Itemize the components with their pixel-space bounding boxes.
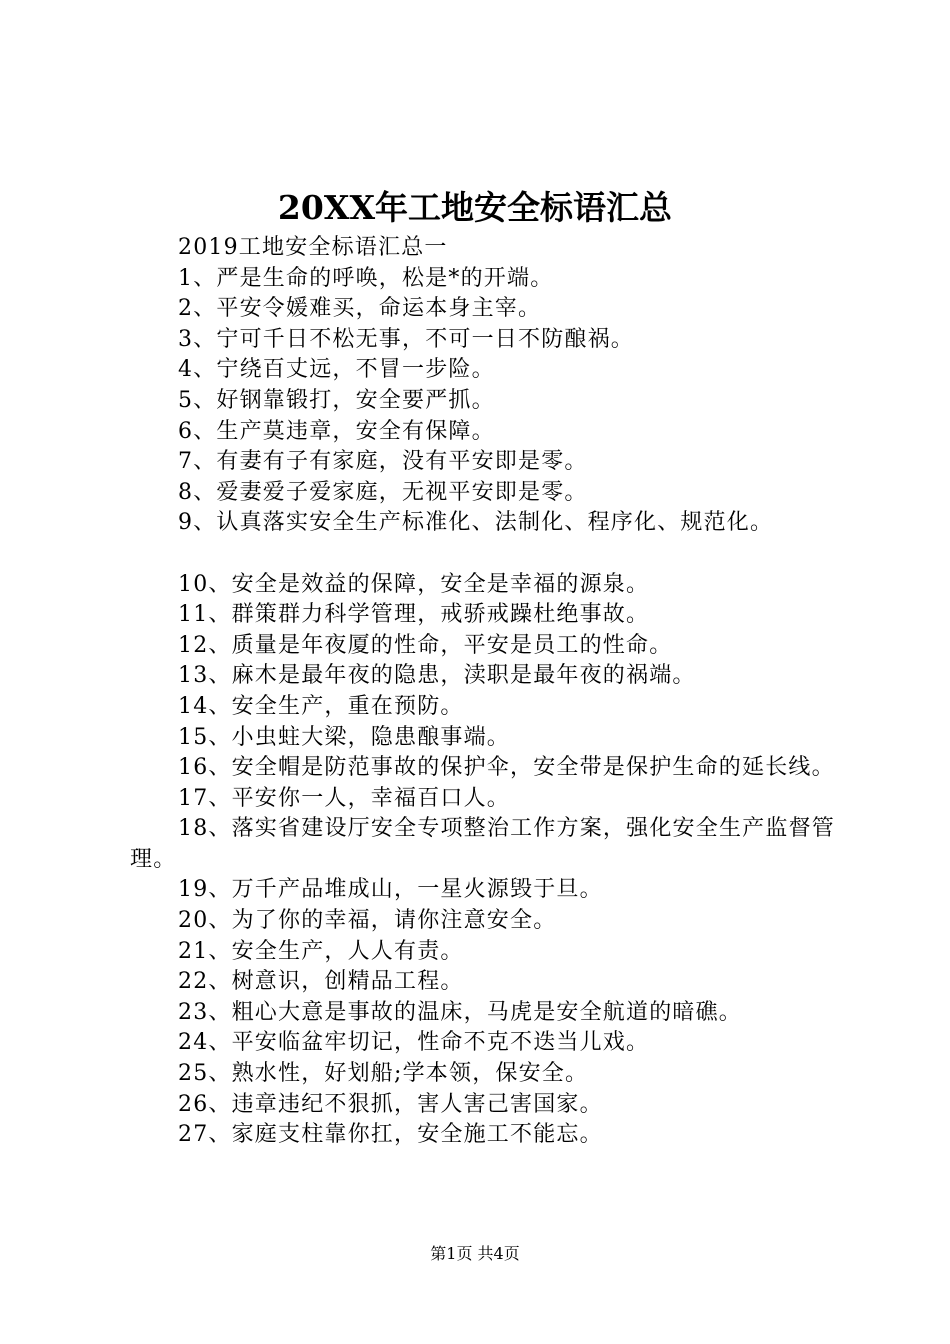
slogan-item: 12、质量是年夜厦的性命，平安是员工的性命。 xyxy=(178,632,673,658)
slogan-list-part2 xyxy=(130,570,835,1151)
slogan-item: 1、严是生命的呼唤，松是*的开端。 xyxy=(178,265,554,291)
slogan-item: 17、平安你一人，幸福百口人。 xyxy=(178,785,510,811)
slogan-item: 13、麻木是最年夜的隐患，渎职是最年夜的祸端。 xyxy=(178,663,696,689)
slogan-item: 7、有妻有子有家庭，没有平安即是零。 xyxy=(178,449,588,475)
slogan-item: 26、违章违纪不狠抓，害人害己害国家。 xyxy=(178,1091,603,1117)
slogan-item: 27、家庭支柱靠你扛，安全施工不能忘。 xyxy=(178,1122,603,1148)
document-body xyxy=(130,233,835,1151)
slogan-item: 16、安全帽是防范事故的保护伞，安全带是保护生命的延长线。 xyxy=(178,755,835,781)
slogan-list-part1 xyxy=(130,264,835,539)
slogan-item: 11、群策群力科学管理，戒骄戒躁杜绝事故。 xyxy=(178,602,650,628)
slogan-item: 20、为了你的幸福，请你注意安全。 xyxy=(178,908,557,934)
slogan-item: 21、安全生产，人人有责。 xyxy=(178,938,464,964)
paragraph-gap xyxy=(130,539,835,570)
slogan-item: 8、爱妻爱子爱家庭，无视平安即是零。 xyxy=(178,479,588,505)
slogan-item: 23、粗心大意是事故的温床，马虎是安全航道的暗礁。 xyxy=(178,999,742,1025)
slogan-item: 10、安全是效益的保障，安全是幸福的源泉。 xyxy=(178,571,650,597)
section-heading: 2019工地安全标语汇总一 xyxy=(178,235,448,260)
slogan-item: 6、生产莫违章，安全有保障。 xyxy=(178,418,495,444)
slogan-item: 19、万千产品堆成山，一星火源毁于旦。 xyxy=(178,877,603,903)
slogan-item: 24、平安临盆牢切记，性命不克不迭当儿戏。 xyxy=(178,1030,650,1056)
slogan-item: 18、落实省建设厅安全专项整治工作方案，强化安全生产监督管理。 xyxy=(130,816,835,872)
slogan-item: 9、认真落实安全生产标准化、法制化、程序化、规范化。 xyxy=(178,510,774,536)
slogan-item: 15、小虫蛀大梁，隐患酿事端。 xyxy=(178,724,510,750)
slogan-item: 22、树意识，创精品工程。 xyxy=(178,969,464,995)
slogan-item: 5、好钢靠锻打，安全要严抓。 xyxy=(178,387,495,413)
slogan-item: 4、宁绕百丈远，不冒一步险。 xyxy=(178,357,495,383)
slogan-item: 14、安全生产，重在预防。 xyxy=(178,693,464,719)
slogan-item: 25、熟水性，好划船;学本领，保安全。 xyxy=(178,1061,589,1087)
document-title: 20XX年工地安全标语汇总 xyxy=(277,188,673,227)
slogan-item: 3、宁可千日不松无事，不可一日不防酿祸。 xyxy=(178,326,634,352)
slogan-item: 2、平安令媛难买，命运本身主宰。 xyxy=(178,296,542,322)
page-footer: 第1页 共4页 xyxy=(430,1244,520,1263)
